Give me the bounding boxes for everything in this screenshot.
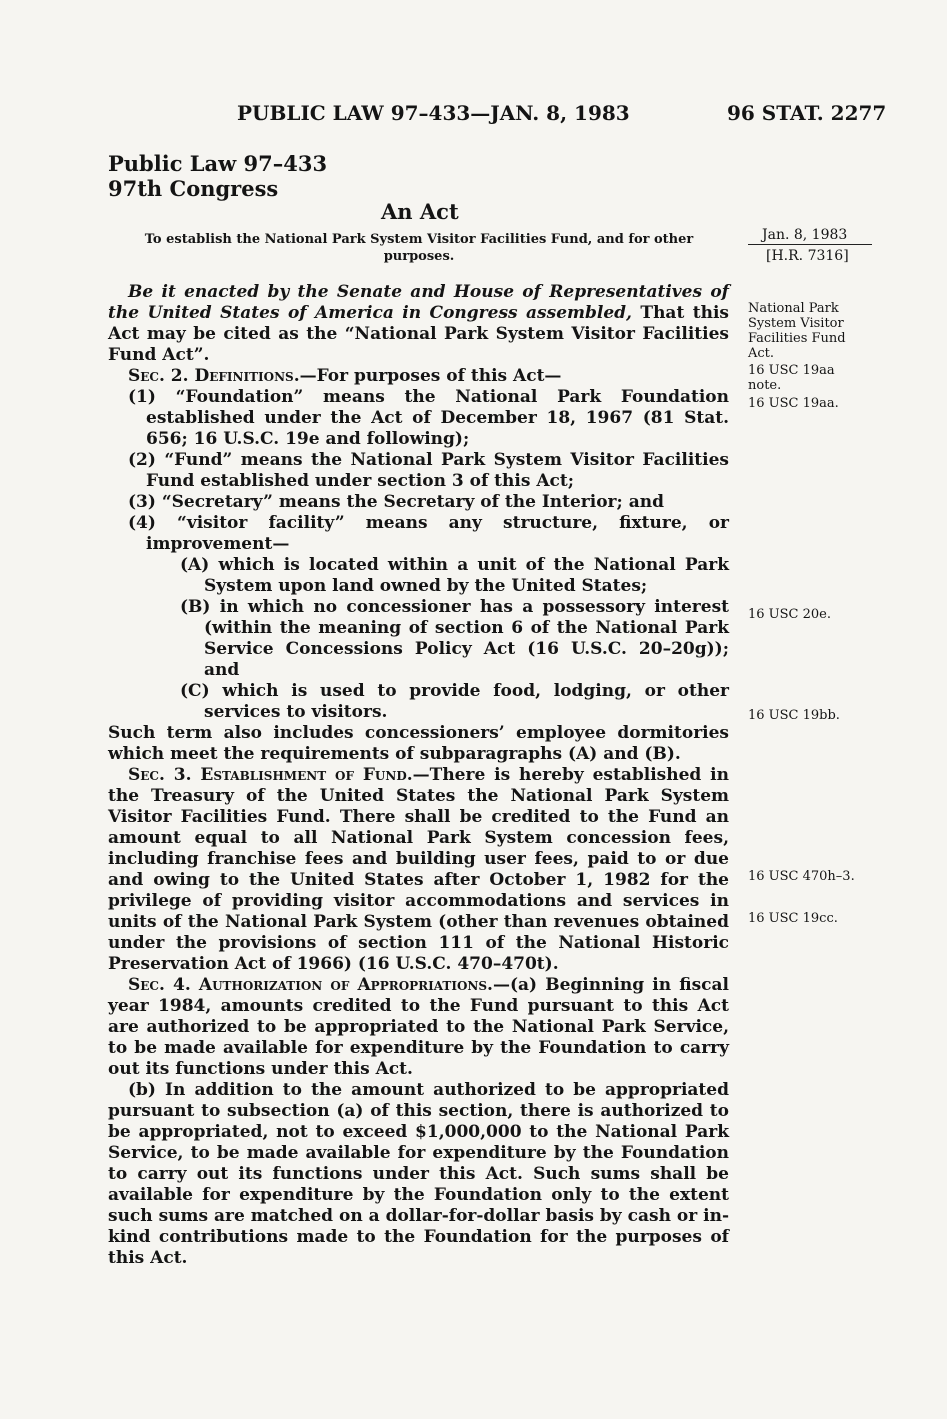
definition-continuation: Such term also includes concessioners’ employee dormitories which meet the requirements of subparagraphs (A) and (B). [108, 723, 729, 764]
subparagraph-c: (C) which is used to provide food, lodging, or other services to visitors. [180, 681, 729, 722]
section-number: Sec. 4. [128, 975, 199, 995]
running-title: PUBLIC LAW 97–433—JAN. 8, 1983 [237, 101, 630, 125]
definition-visitor-facility: (4) “visitor facility” means any structure, fixture, or improvement— [128, 513, 729, 554]
margin-note-usc: 16 USC 19aa. [748, 396, 839, 411]
act-heading: An Act [381, 199, 459, 224]
section-number: Sec. 3. [128, 765, 201, 785]
stat-citation: 96 STAT. 2277 [727, 101, 887, 125]
subparagraph-b: (B) in which no concessioner has a possessory interest (within the meaning of section 6 of the National Park Service Concessions Policy Act (16 U.S.C. 20–20g)); and [180, 597, 729, 680]
section-2 [108, 366, 729, 387]
section-heading: Definitions. [194, 366, 300, 386]
congress: 97th Congress [108, 176, 279, 201]
section-text: —There is hereby established in the Treasury of the United States the National Park System Visitor Facilities Fund. There shall be credited to the Fund an amount equal to all National Park System concession fees, including franchise fees and building user fees, paid to or due and owing to the United States after October 1, 1982 for the privilege of providing visitor accommodations and services in units of the National Park System (other than revenues obtained under the provisions of section 111 of the National Historic Preservation Act of 1966) (16 U.S.C. 470–470t). [108, 765, 729, 974]
section-4 [108, 975, 729, 1080]
margin-note-short-title: National Park System Visitor Facilities Fund Act. [748, 301, 846, 361]
section-heading: Authorization of Appropriations. [198, 975, 493, 995]
margin-note-usc: 16 USC 19bb. [748, 708, 840, 723]
margin-note-usc: 16 USC 20e. [748, 607, 831, 622]
bill-number: [H.R. 7316] [766, 248, 849, 264]
section-3 [108, 765, 729, 975]
definition-foundation: (1) “Foundation” means the National Park Foundation established under the Act of December 18, 1967 (81 Stat. 656; 16 U.S.C. 19e and following); [128, 387, 729, 449]
act-text [108, 282, 729, 1269]
enactment-date: Jan. 8, 1983 [762, 227, 848, 243]
enacting-clause [108, 282, 729, 366]
section-4-subsection-b: (b) In addition to the amount authorized to be appropriated pursuant to subsection (a) of this section, there is authorized to be appropriated, not to exceed $1,000,000 to the National Park Service, to be made available for expenditure by the Foundation to carry out its functions under this Act. Such sums shall be available for expenditure by the Foundation only to the extent such sums are matched on a dollar-for-dollar basis by cash or in-kind contributions made to the Foundation for the purposes of this Act. [108, 1080, 729, 1268]
margin-note-usc: 16 USC 19cc. [748, 911, 838, 926]
section-text: —For purposes of this Act— [299, 366, 562, 386]
margin-note-usc: 16 USC 470h–3. [748, 869, 855, 884]
margin-rule [748, 244, 872, 245]
enacting-formula: Be it enacted by the Senate and House of Representatives of the United States of America in Congress assembled, [108, 282, 729, 323]
margin-note-usc: 16 USC 19aa note. [748, 363, 835, 393]
section-text: —(a) Beginning in fiscal year 1984, amounts credited to the Fund pursuant to this Act are authorized to be appropriated to the National Park Service, to be made available for expenditure by the Foundation to carry out its functions under this Act. [108, 975, 729, 1079]
section-number: Sec. 2. [128, 366, 195, 386]
section-heading: Establishment of Fund. [200, 765, 413, 785]
short-title-clause: That this Act may be cited as the “National Park System Visitor Facilities Fund Act”. [108, 303, 729, 365]
subparagraph-a: (A) which is located within a unit of the National Park System upon land owned by the United States; [180, 555, 729, 596]
definition-fund: (2) “Fund” means the National Park System Visitor Facilities Fund established under section 3 of this Act; [128, 450, 729, 491]
act-purpose: To establish the National Park System Visitor Facilities Fund, and for other purposes. [144, 232, 694, 264]
definition-secretary: (3) “Secretary” means the Secretary of the Interior; and [128, 492, 664, 512]
law-number: Public Law 97–433 [108, 151, 328, 176]
